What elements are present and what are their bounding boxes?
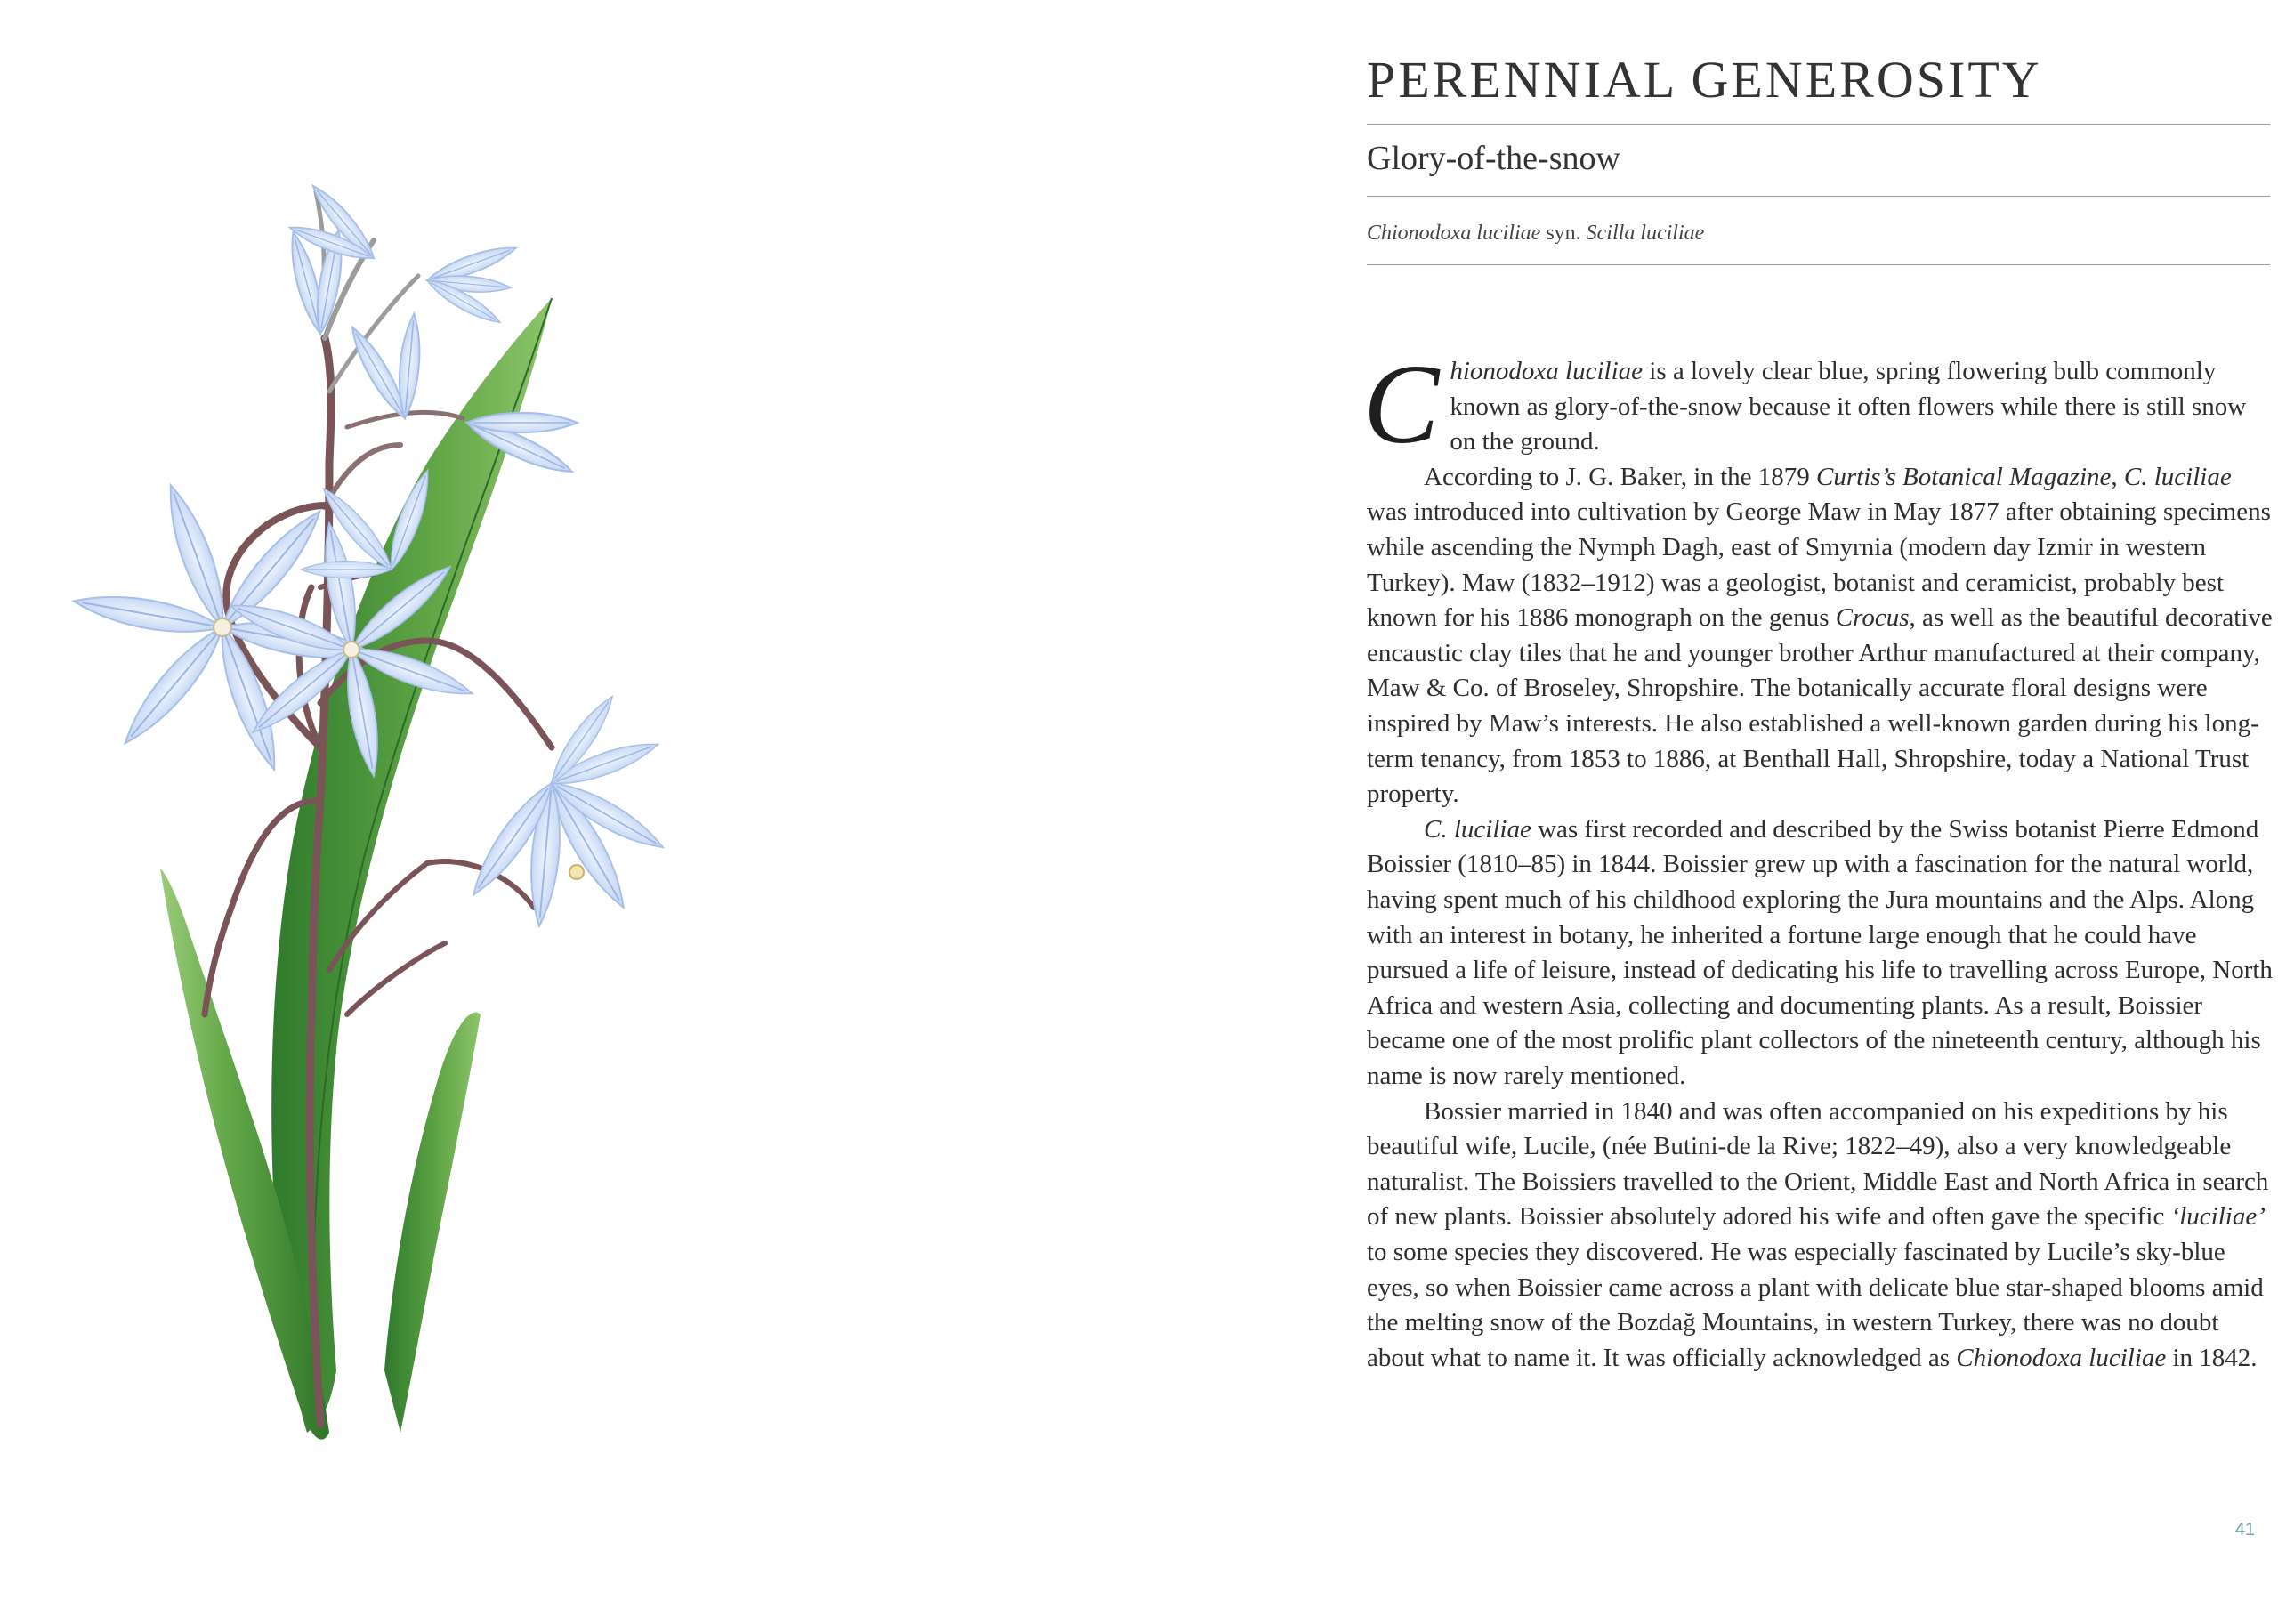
text-segment: According to J. G. Baker, in the 1879: [1424, 462, 1817, 491]
text-segment: Bossier married in 1840 and was often accompanied on his expeditions by his beautiful wife, Lucile, (née Butini-de la Rive; 1822–49), also a very knowledgeable naturalist. The Boissiers travelled to the Orient, Middle East and North Africa in search of new plants. Boissier absolutely adored his wife and often gave the specific: [1367, 1096, 2269, 1232]
text-segment: Curtis’s Botanical Magazine: [1816, 462, 2112, 491]
flower-drooping: [464, 691, 669, 927]
botanical-genus-species: Chionodoxa luciliae: [1367, 221, 1541, 245]
paragraph: [1363, 341, 2274, 468]
paragraph: [1367, 812, 2274, 1095]
paragraph: [1367, 460, 2274, 812]
botanical-name: [1367, 197, 2274, 264]
text-segment: is a lovely clear blue, spring flowering bulb commonly known as glory-of-the-snow because it often flowers while there is still snow on the ground.: [1450, 357, 2247, 456]
text-segment: , as well as the beautiful decorative encaustic clay tiles that he and younger brother Arthur manufactured at their company, Maw & Co. of Broseley, Shropshire. The botanically accurate floral designs were inspired by Maw’s interests. He also established a well-known garden during his long-term tenancy, from 1853 to 1886, at Benthall Hall, Shropshire, today a National Trust property.: [1367, 603, 2273, 809]
botanical-synonym: Scilla luciliae: [1586, 221, 1705, 245]
glory-of-the-snow-illustration: [53, 125, 1014, 1513]
text-segment: to some species they discovered. He was especially fascinated by Lucile’s sky-blue eyes, so when Boissier came across a plant with delicate blue star-shaped blooms amid the melting snow of the Bozdağ Mountains, in western Turkey, there was no doubt about what to name it. It was officially acknowledged as: [1367, 1237, 2264, 1372]
text-segment: C. luciliae: [2123, 462, 2232, 491]
plant-drawing: [53, 125, 1014, 1513]
paragraph: [1367, 1095, 2274, 1377]
leaf-small: [384, 1013, 481, 1433]
text-segment: hionodoxa luciliae: [1450, 357, 1644, 386]
drop-cap: C: [1363, 341, 1440, 468]
page-number: 41: [2234, 1520, 2255, 1539]
text-segment: in 1842.: [2166, 1343, 2258, 1372]
text-segment: C. luciliae: [1424, 814, 1531, 844]
body-text: [1363, 341, 2274, 1376]
botanical-name-rule: [1367, 264, 2270, 265]
botanical-syn-label: syn.: [1546, 221, 1581, 245]
common-name: Glory-of-the-snow: [1367, 139, 1620, 177]
text-segment: ,: [2111, 462, 2124, 491]
text-segment: ‘luciliae’: [2170, 1202, 2266, 1232]
text-segment: Crocus: [1835, 603, 1910, 633]
chapter-title: PERENNIAL GENEROSITY: [1367, 51, 2042, 109]
text-segment: was introduced into cultivation by George Maw in May 1877 after obtaining specimens while ascending the Nymph Dagh, east of Smyrnia (modern day Izmir in western Turkey). Maw (1832–1912) was a geologist, botanist and ceramicist, probably best known for his 1886 monograph on the genus: [1367, 497, 2271, 633]
text-page: [1363, 51, 2274, 1376]
text-segment: Chionodoxa luciliae: [1956, 1343, 2167, 1372]
text-segment: was first recorded and described by the Swiss botanist Pierre Edmond Boissier (1810–85) in 1844. Boissier grew up with a fascination for the natural world, having spent much of his childhood exploring the Jura mountains and the Alps. Along with an interest in botany, he inherited a fortune large enough that he could have pursued a life of leisure, instead of dedicating his life to travelling across Europe, North Africa and western Asia, collecting and documenting plants. As a result, Boissier became one of the most prolific plant collectors of the nineteenth century, although his name is now rarely mentioned.: [1367, 814, 2273, 1090]
